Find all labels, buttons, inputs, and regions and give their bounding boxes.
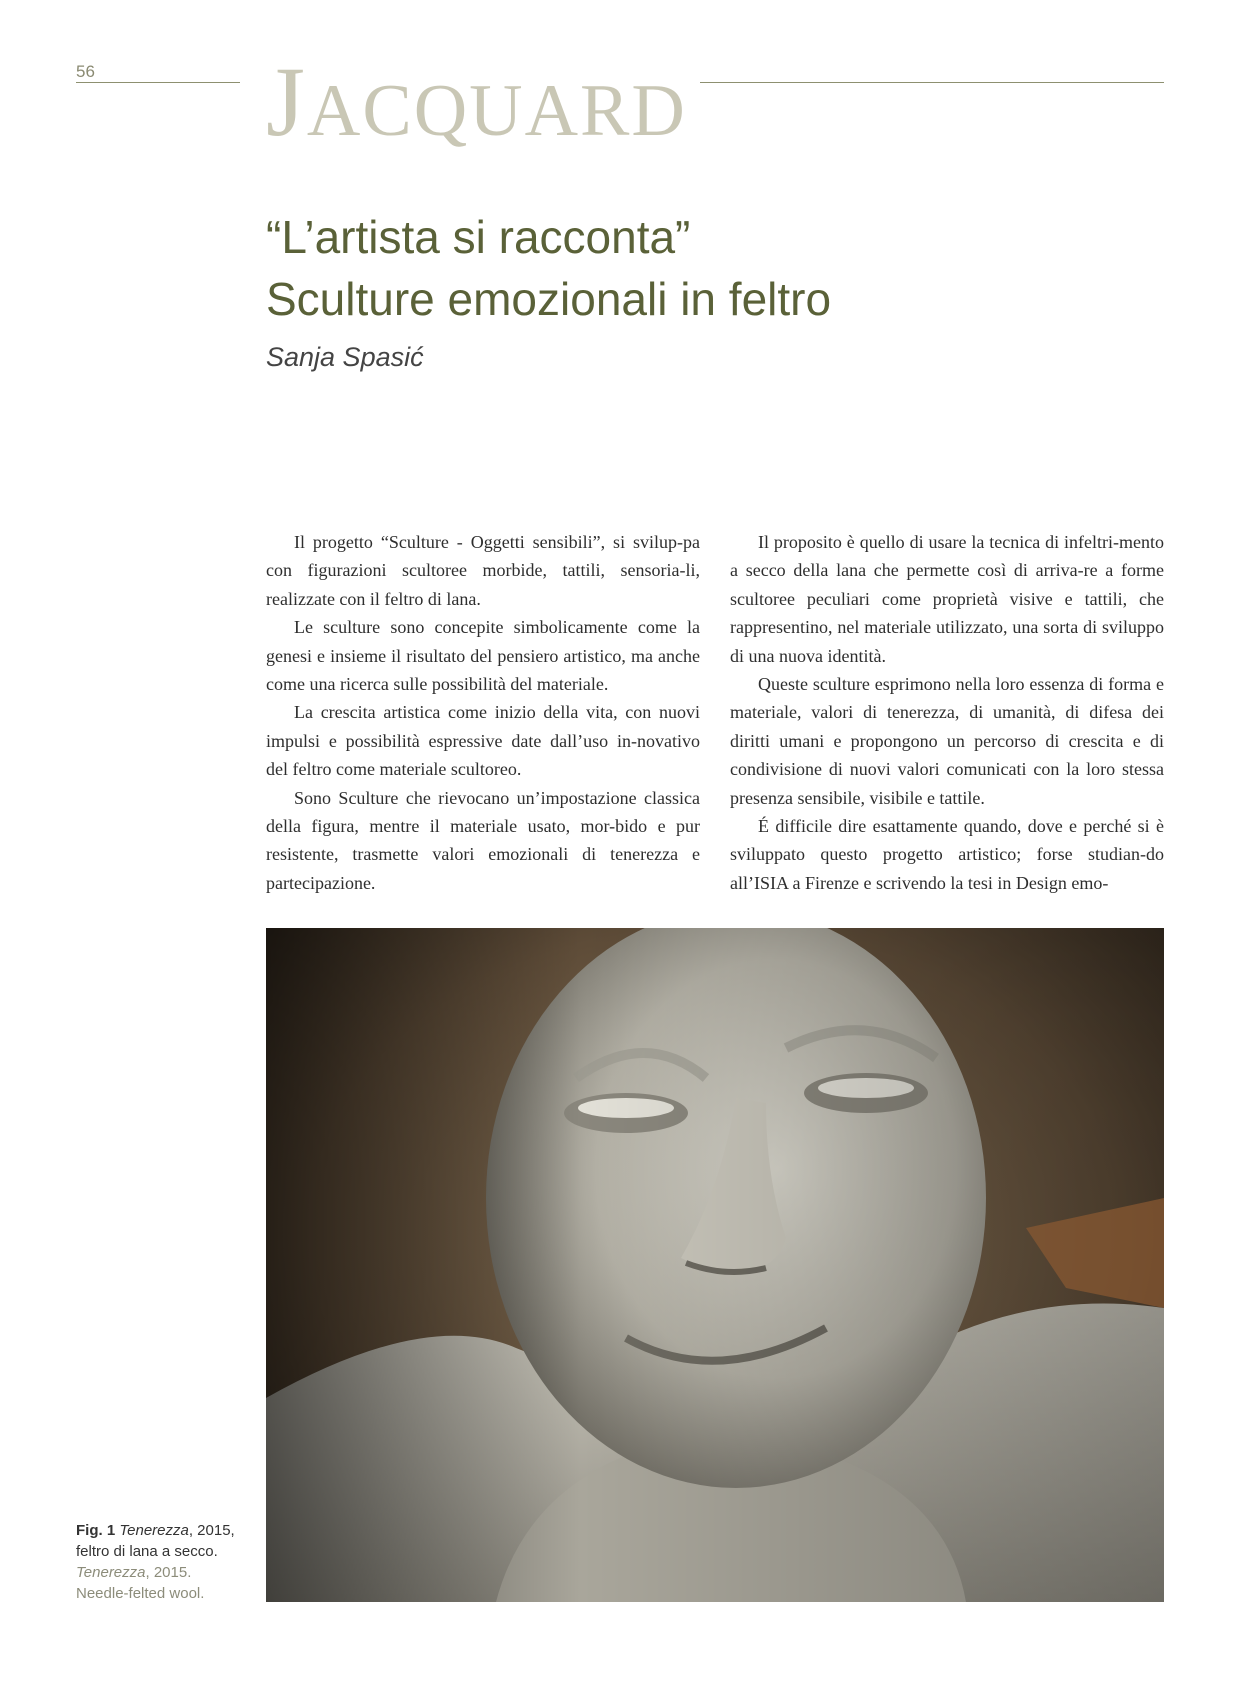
masthead-initial: J [266,46,307,157]
article-title [266,206,1166,330]
caption-title-en: Tenerezza [76,1564,146,1581]
caption-title-it: Tenerezza [119,1522,189,1539]
caption-desc-it: feltro di lana a secco. [76,1543,218,1560]
caption-label: Fig. 1 [76,1522,116,1539]
masthead [266,46,687,157]
title-line-2: Sculture emozionali in feltro [266,273,832,325]
figure-caption [76,1520,246,1604]
sculpture-photo [266,928,1164,1602]
author-name: Sanja Spasić [266,342,424,372]
caption-year-it: , 2015, [188,1522,235,1539]
text-column-right [730,528,1164,897]
paragraph: É difficile dire esattamente quando, dove e perché si è sviluppato questo progetto artistico; forse studian-do all’ISIA a Firenze e scrivendo la tesi in Design emo- [730,816,1164,893]
header-rule-right [700,82,1164,83]
caption-year-en: , 2015. [145,1564,192,1581]
paragraph: Queste sculture esprimono nella loro essenza di forma e materiale, valori di tenerezza, di umanità, di difesa dei diritti umani e propongono un percorso di crescita e di condivisione di nuovi valori comunicati con la loro stessa presenza sensibile, visibile e tattile. [730,674,1164,808]
paragraph: Il proposito è quello di usare la tecnica di infeltri-mento a secco della lana che permette così di arriva-re a forme scultoree peculiari come proprietà visive e tattili, che rappresentino, nel materiale utilizzato, una sorta di sviluppo di una nuova identità. [730,532,1164,666]
paragraph: La crescita artistica come inizio della vita, con nuovi impulsi e possibilità espressive date dall’uso in-novativo del feltro come materiale scultoreo. [266,702,700,780]
paragraph: Il progetto “Sculture - Oggetti sensibili”, si svilup-pa con figurazioni scultoree morbide, tattili, sensoria-li, realizzate con il feltro di lana. [266,532,700,609]
paragraph: Sono Sculture che rievocano un’impostazione classica della figura, mentre il materiale usato, mor-bido e pur resistente, trasmette valori emozionali di tenerezza e partecipazione. [266,787,700,893]
text-column-left [266,528,700,897]
caption-desc-en: Needle-felted wool. [76,1585,205,1602]
header-rule-left [76,82,240,83]
title-line-1: “L’artista si racconta” [266,211,691,263]
paragraph: Le sculture sono concepite simbolicamente come la genesi e insieme il risultato del pensiero artistico, ma anche come una ricerca sulle possibilità del materiale. [266,617,700,695]
masthead-rest: ACQUARD [306,70,687,152]
page-number: 56 [76,62,95,81]
